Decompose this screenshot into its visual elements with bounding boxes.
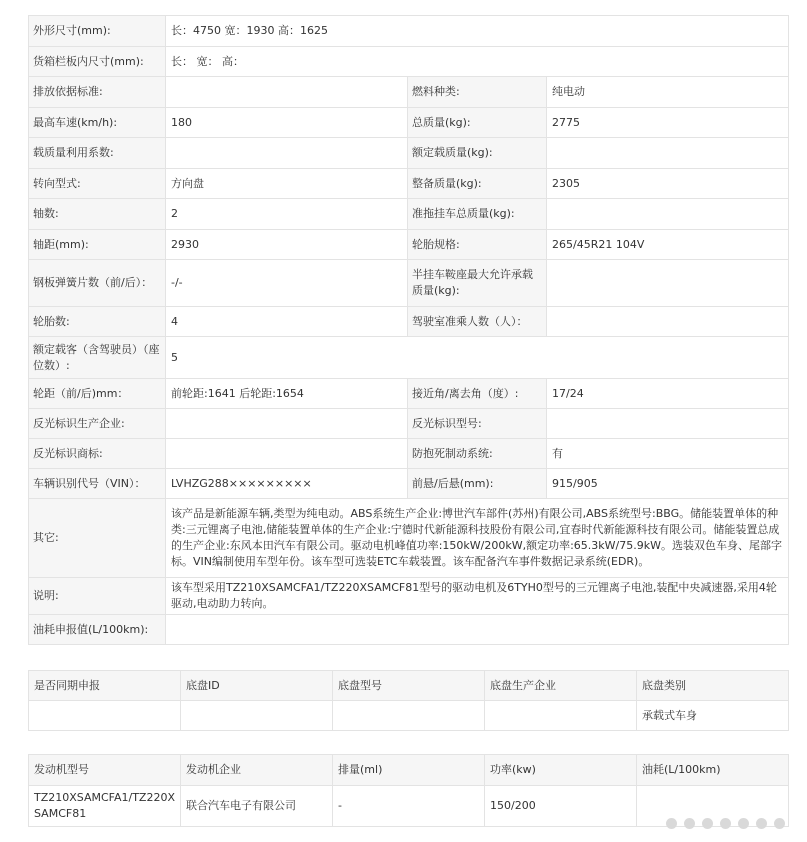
chassis-cell-maker bbox=[485, 701, 637, 731]
watermark-dot bbox=[738, 818, 749, 829]
watermark-dot bbox=[720, 818, 731, 829]
axles-label: 轴数: bbox=[29, 199, 166, 230]
chassis-cell-model bbox=[333, 701, 485, 731]
chassis-header-type: 底盘类别 bbox=[637, 671, 789, 701]
wheelbase-label: 轴距(mm): bbox=[29, 230, 166, 260]
seats-label: 额定载客（含驾驶员）（座位数）: bbox=[29, 337, 166, 379]
engine-header-maker: 发动机企业 bbox=[181, 755, 333, 786]
engine-header-model: 发动机型号 bbox=[29, 755, 181, 786]
overhang-label: 前悬/后悬(mm): bbox=[408, 469, 547, 499]
watermark bbox=[635, 812, 785, 834]
ratedload-value bbox=[547, 138, 789, 169]
angle-value: 17/24 bbox=[547, 379, 789, 409]
reflector-brand-label: 反光标识商标: bbox=[29, 439, 166, 469]
vin-value: LVHZG288××××××××× bbox=[166, 469, 408, 499]
note-value: 该车型采用TZ210XSAMCFA1/TZ220XSAMCF81型号的驱动电机及6TYH0型号的三元锂离子电池,装配中央减速器,采用4轮驱动,电动助力转向。 bbox=[166, 578, 789, 615]
fuelcons-label: 油耗申报值(L/100km): bbox=[29, 615, 166, 645]
ratedload-label: 额定载质量(kg): bbox=[408, 138, 547, 169]
loadutil-value bbox=[166, 138, 408, 169]
cab-label: 驾驶室准乘人数（人）： bbox=[408, 307, 547, 337]
fuel-label: 燃料种类: bbox=[408, 77, 547, 108]
chassis-header-model: 底盘型号 bbox=[333, 671, 485, 701]
springs-value: -/- bbox=[166, 260, 408, 307]
spec-table bbox=[28, 15, 789, 645]
abs-value: 有 bbox=[547, 439, 789, 469]
dims-value: 长：4750 宽：1930 高：1625 bbox=[166, 16, 789, 47]
track-value: 前轮距:1641 后轮距:1654 bbox=[166, 379, 408, 409]
fuelcons-value bbox=[166, 615, 789, 645]
chassis-cell-type: 承载式车身 bbox=[637, 701, 789, 731]
note-label: 说明: bbox=[29, 578, 166, 615]
wheelbase-value: 2930 bbox=[166, 230, 408, 260]
watermark-dot bbox=[666, 818, 677, 829]
steering-value: 方向盘 bbox=[166, 169, 408, 199]
other-label: 其它: bbox=[29, 499, 166, 578]
reflector-mfr-label: 反光标识生产企业: bbox=[29, 409, 166, 439]
maxspeed-value: 180 bbox=[166, 108, 408, 138]
engine-header-displacement: 排量(ml) bbox=[333, 755, 485, 786]
watermark-dot bbox=[702, 818, 713, 829]
overhang-value: 915/905 bbox=[547, 469, 789, 499]
tire-value: 265/45R21 104V bbox=[547, 230, 789, 260]
curbmass-value: 2305 bbox=[547, 169, 789, 199]
emission-value bbox=[166, 77, 408, 108]
chassis-header-id: 底盘ID bbox=[181, 671, 333, 701]
abs-label: 防抱死制动系统: bbox=[408, 439, 547, 469]
saddle-label: 半挂车鞍座最大允许承载质量(kg): bbox=[408, 260, 547, 307]
fuel-value: 纯电动 bbox=[547, 77, 789, 108]
cargo-value: 长： 宽： 高： bbox=[166, 47, 789, 77]
reflector-mfr-value bbox=[166, 409, 408, 439]
curbmass-label: 整备质量(kg): bbox=[408, 169, 547, 199]
watermark-dot bbox=[774, 818, 785, 829]
loadutil-label: 载质量利用系数: bbox=[29, 138, 166, 169]
seats-value: 5 bbox=[166, 337, 789, 379]
axles-value: 2 bbox=[166, 199, 408, 230]
steering-label: 转向型式: bbox=[29, 169, 166, 199]
emission-label: 排放依据标准: bbox=[29, 77, 166, 108]
chassis-header-maker: 底盘生产企业 bbox=[485, 671, 637, 701]
springs-label: 钢板弹簧片数（前/后）： bbox=[29, 260, 166, 307]
saddle-value bbox=[547, 260, 789, 307]
watermark-dot bbox=[756, 818, 767, 829]
engine-cell-maker: 联合汽车电子有限公司 bbox=[181, 786, 333, 827]
dims-label: 外形尺寸(mm): bbox=[29, 16, 166, 47]
angle-label: 接近角/离去角（度）: bbox=[408, 379, 547, 409]
vin-label: 车辆识别代号（VIN）： bbox=[29, 469, 166, 499]
totalmass-label: 总质量(kg): bbox=[408, 108, 547, 138]
trailer-label: 准拖挂车总质量(kg): bbox=[408, 199, 547, 230]
tire-label: 轮胎规格: bbox=[408, 230, 547, 260]
chassis-cell-id bbox=[181, 701, 333, 731]
trailer-value bbox=[547, 199, 789, 230]
chassis-header-sync: 是否同期申报 bbox=[29, 671, 181, 701]
chassis-table bbox=[28, 670, 789, 731]
reflector-model-value bbox=[547, 409, 789, 439]
engine-cell-displacement: - bbox=[333, 786, 485, 827]
track-label: 轮距（前/后)mm： bbox=[29, 379, 166, 409]
totalmass-value: 2775 bbox=[547, 108, 789, 138]
engine-cell-model: TZ210XSAMCFA1/TZ220XSAMCF81 bbox=[29, 786, 181, 827]
engine-cell-power: 150/200 bbox=[485, 786, 637, 827]
engine-header-power: 功率(kw) bbox=[485, 755, 637, 786]
maxspeed-label: 最高车速(km/h): bbox=[29, 108, 166, 138]
engine-header-fuel: 油耗(L/100km) bbox=[637, 755, 789, 786]
chassis-cell-sync bbox=[29, 701, 181, 731]
other-value: 该产品是新能源车辆,类型为纯电动。ABS系统生产企业:博世汽车部件(苏州)有限公司,ABS系统型号:BBG。储能装置单体的种类:三元锂离子电池,储能装置单体的生产企业:宁德时代新能源科技股份有限公司,宜春时代新能源科技有限公司。储能装置总成的生产企业:东风本田汽车有限公司。驱动电机峰值功率:150kW/200kW,额定功率:65.3kW/75.9kW。选装双色车身、尾部字标。VIN编制使用车型年份。该车型可选装ETC车载装置。该车配备汽车事件数据记录系统(EDR)。 bbox=[166, 499, 789, 578]
reflector-brand-value bbox=[166, 439, 408, 469]
tirecount-label: 轮胎数: bbox=[29, 307, 166, 337]
cargo-label: 货箱栏板内尺寸(mm): bbox=[29, 47, 166, 77]
watermark-dot bbox=[684, 818, 695, 829]
reflector-model-label: 反光标识型号: bbox=[408, 409, 547, 439]
tirecount-value: 4 bbox=[166, 307, 408, 337]
cab-value bbox=[547, 307, 789, 337]
